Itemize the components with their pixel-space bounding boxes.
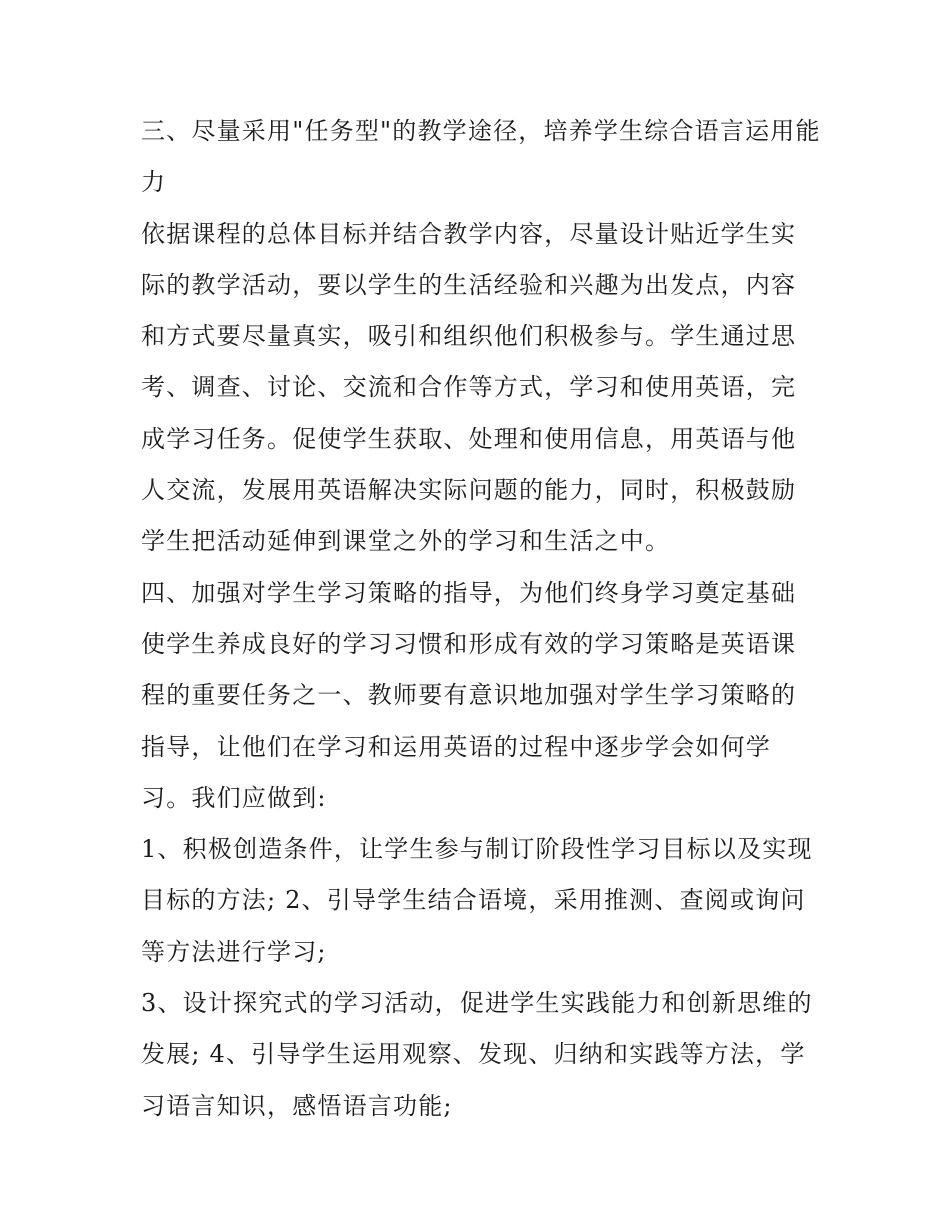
section-heading-4: 四、加强对学生学习策略的指导，为他们终身学习奠定基础 bbox=[141, 578, 797, 607]
paragraph-learning-strategies: 使学生养成良好的学习习惯和形成有效的学习策略是英语课程的重要任务之一、教师要有意识地加强对学生学习策略的指导，让他们在学习和运用英语的过程中逐步学会如何学习。我们应做到: bbox=[141, 629, 797, 812]
document-body bbox=[141, 106, 821, 1132]
paragraph-task-based-teaching: 依据课程的总体目标并结合教学内容，尽量设计贴近学生实际的教学活动，要以学生的生活经验和兴趣为出发点，内容和方式要尽量真实，吸引和组织他们积极参与。学生通过思考、调查、讨论、交流和合作等方式，学习和使用英语，完成学习任务。促使学生获取、处理和使用信息，用英语与他人交流，发展用英语解决实际问题的能力，同时，积极鼓励学生把活动延伸到课堂之外的学习和生活之中。 bbox=[141, 219, 797, 556]
list-item-1-2: 1、积极创造条件，让学生参与制订阶段性学习目标以及实现目标的方法; 2、引导学生结合语境，采用推测、查阅或询问等方法进行学习; bbox=[141, 835, 813, 966]
list-item-3-4: 3、设计探究式的学习活动，促进学生实践能力和创新思维的发展; 4、引导学生运用观察、发现、归纳和实践等方法，学习语言知识，感悟语言功能; bbox=[141, 989, 813, 1120]
section-heading-3: 三、尽量采用"任务型"的教学途径，培养学生综合语言运用能力 bbox=[141, 117, 821, 197]
